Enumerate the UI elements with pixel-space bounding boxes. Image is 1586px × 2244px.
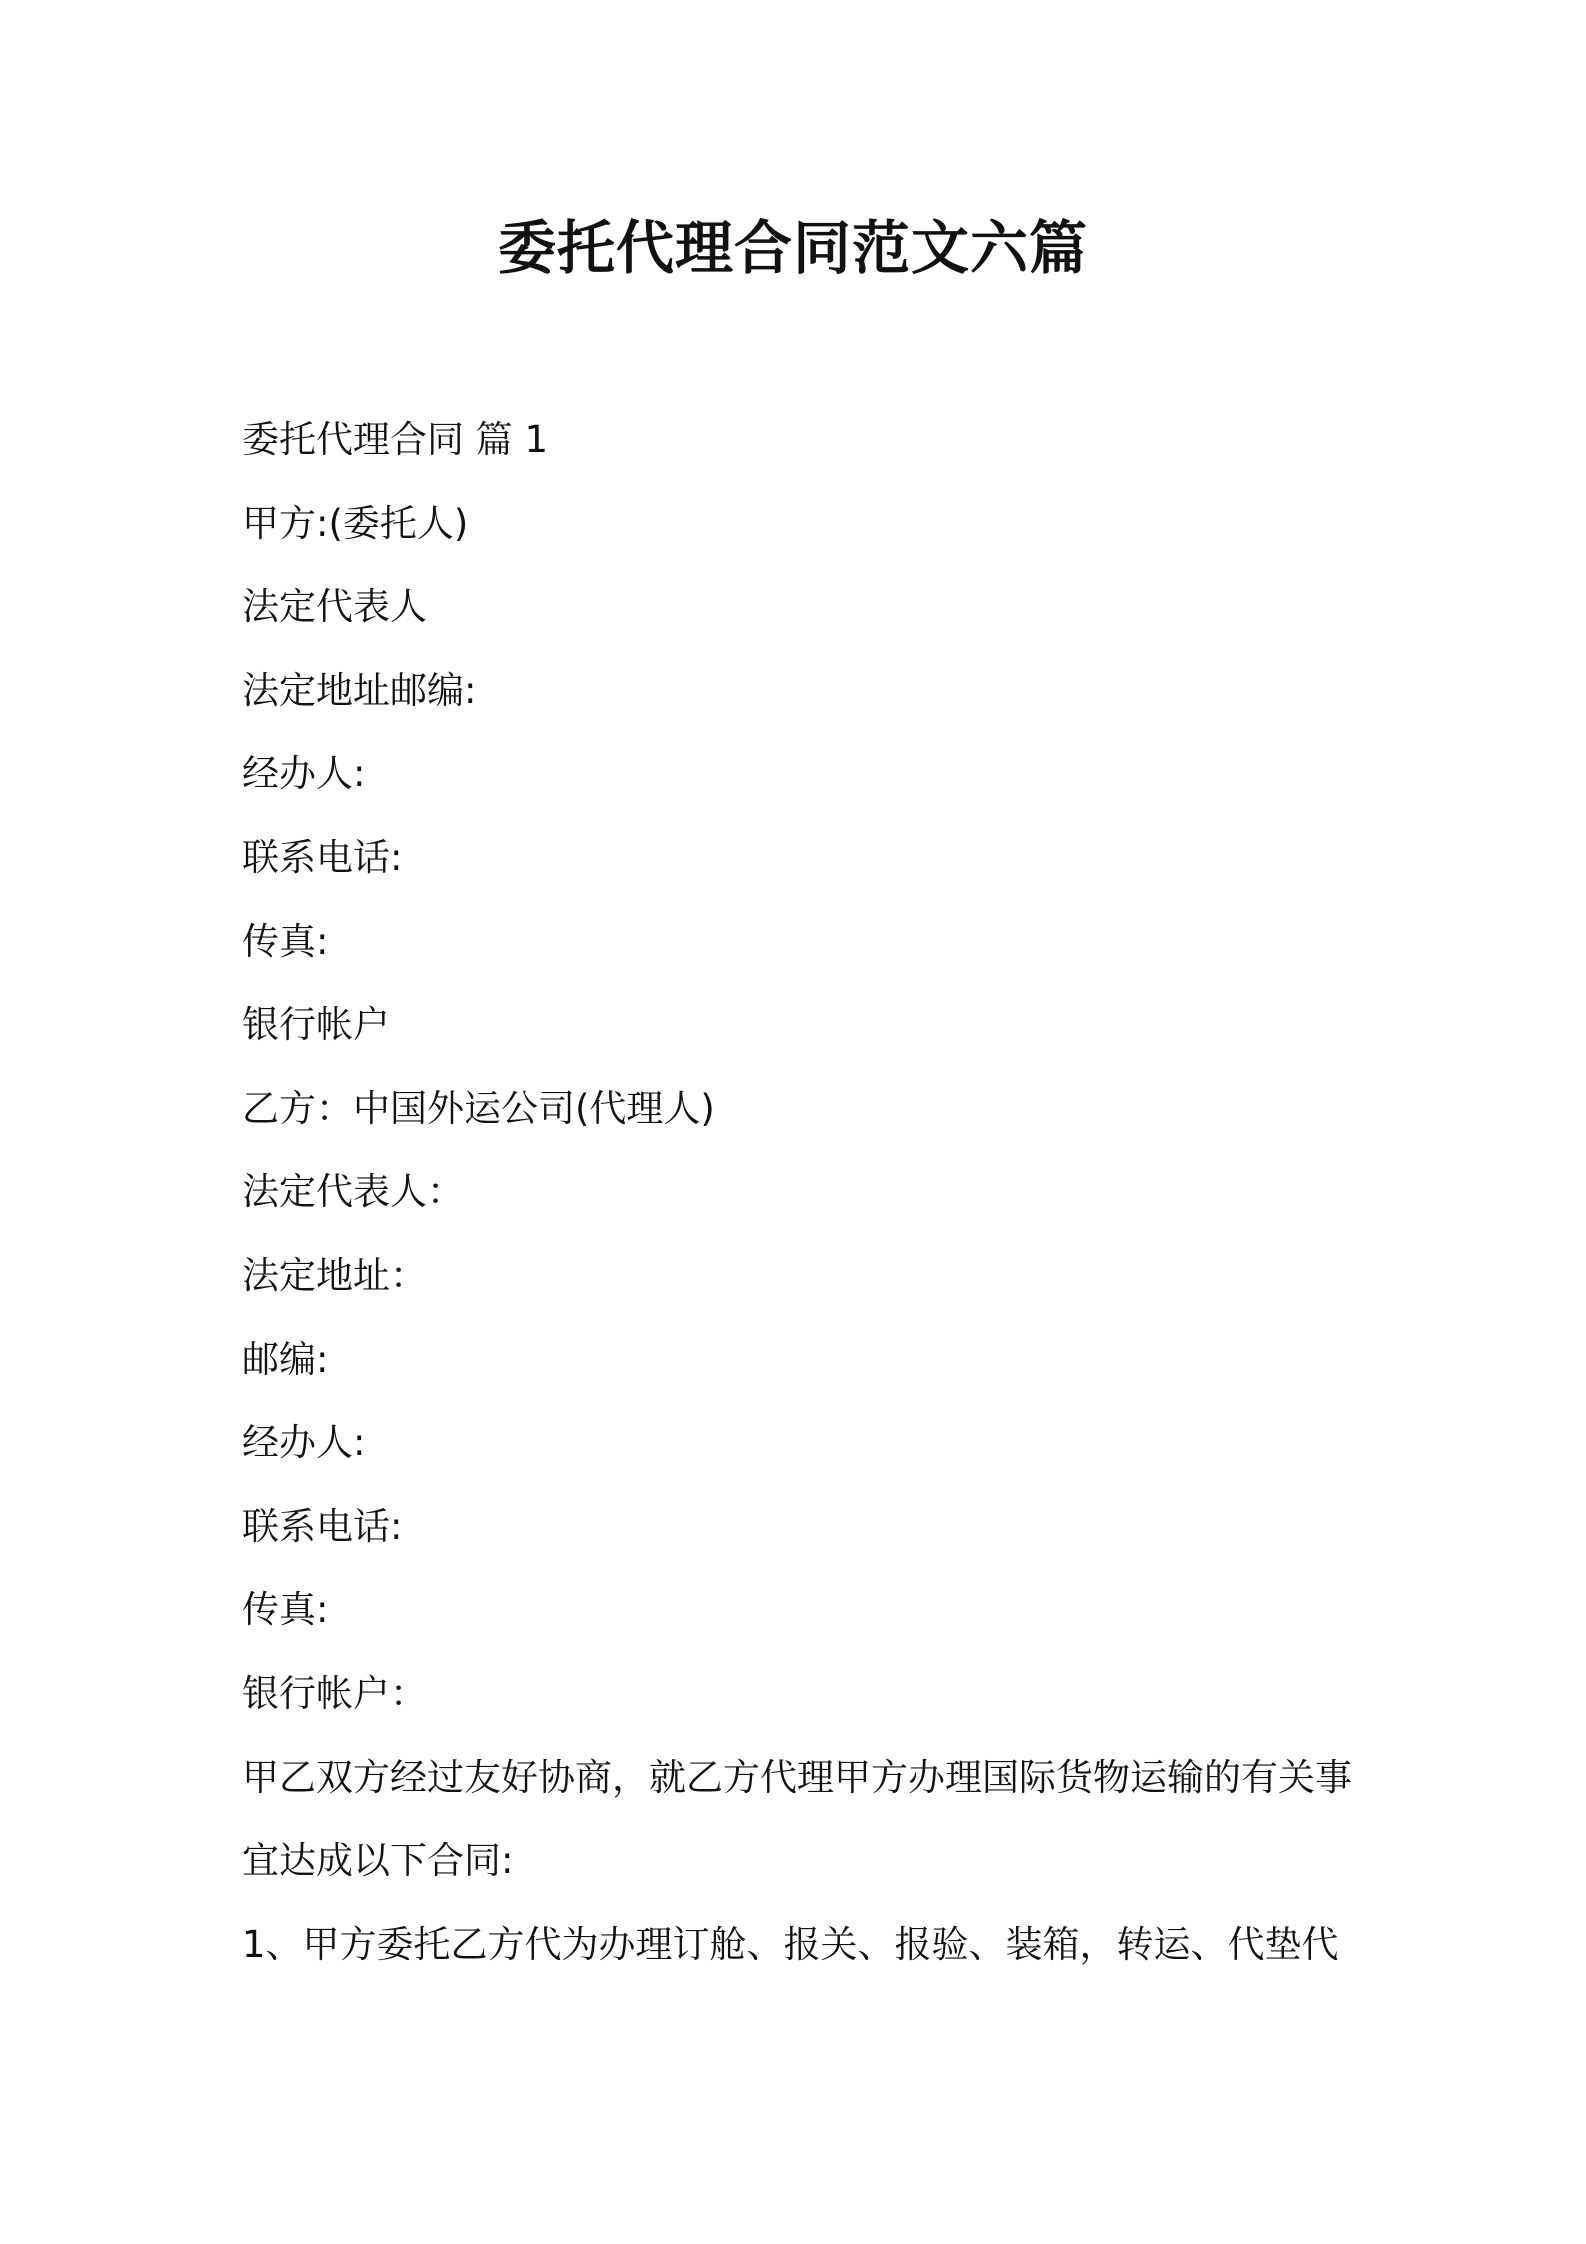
party-a-fax: 传真: [242,919,329,963]
party-a-legal-address-postcode: 法定地址邮编: [242,668,477,712]
party-b-phone: 联系电话: [242,1504,403,1548]
section-heading: 委托代理合同 篇 1 [242,418,549,461]
party-b-legal-representative: 法定代表人： [242,1170,464,1214]
party-b-bank-account: 银行帐户： [242,1671,427,1715]
preamble-line-2: 宜达成以下合同: [242,1839,514,1883]
party-a-bank-account: 银行帐户 [242,1003,390,1047]
party-b-postcode: 邮编: [242,1337,329,1381]
preamble-line-1: 甲乙双方经过友好协商，就乙方代理甲方办理国际货物运输的有关事 [242,1755,1352,1799]
party-a-legal-representative: 法定代表人 [242,585,427,629]
party-b-handler: 经办人: [242,1421,366,1465]
party-b-fax: 传真: [242,1588,329,1632]
party-b-label: 乙方：中国外运公司(代理人) [242,1086,715,1130]
party-b-legal-address: 法定地址： [242,1253,427,1297]
document-title: 委托代理合同范文六篇 [497,214,1088,282]
party-a-label: 甲方:(委托人) [242,501,469,545]
clause-1-line-1: 1、甲方委托乙方代为办理订舱、报关、报验、装箱，转运、代垫代 [242,1922,1339,1966]
party-a-phone: 联系电话: [242,835,403,879]
party-a-handler: 经办人: [242,752,366,796]
document-body [242,398,1352,1986]
